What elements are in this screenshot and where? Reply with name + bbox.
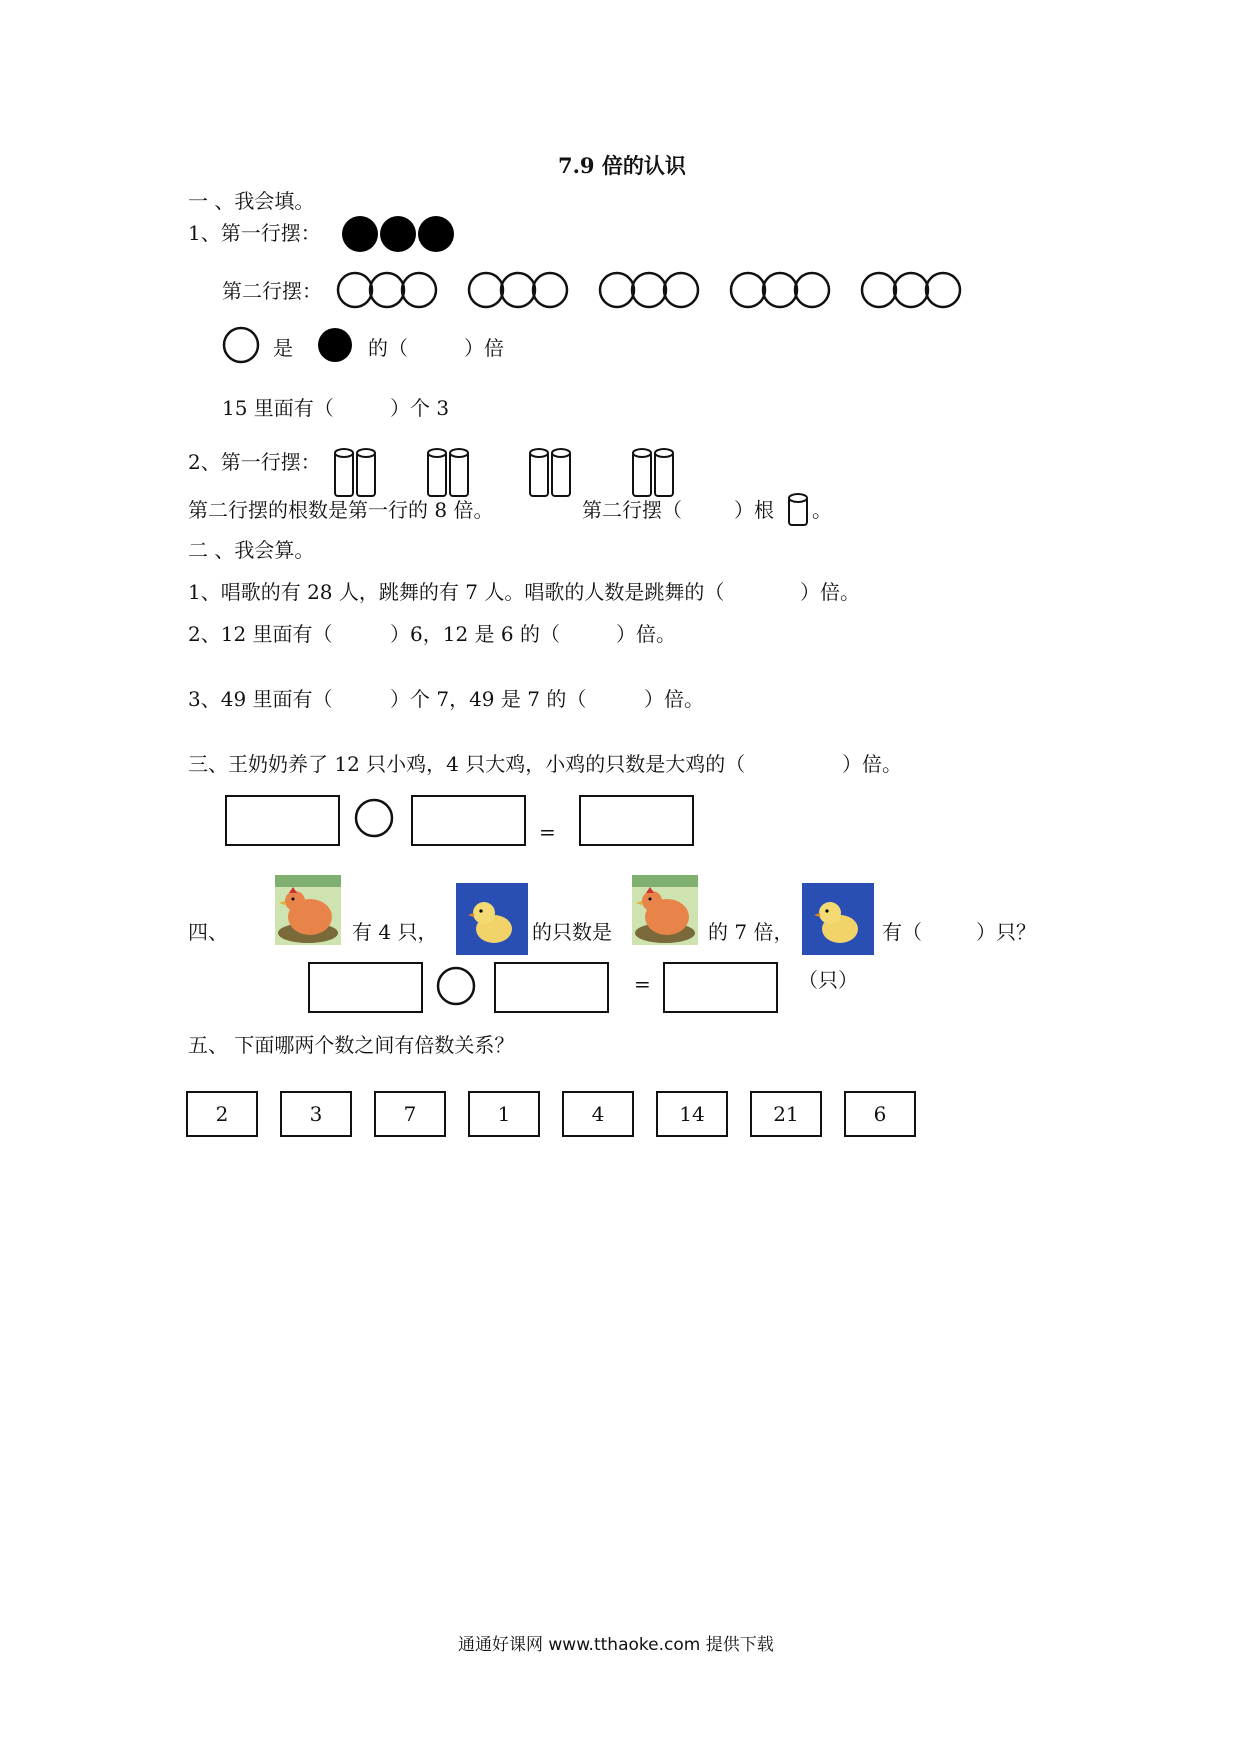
page-title: 7.9 倍的认识 <box>558 153 686 178</box>
number-box[interactable]: 14 <box>656 1091 728 1137</box>
has-four: 有 4 只， <box>352 920 438 944</box>
q1-row1-label: 1、第一行摆： <box>188 221 321 245</box>
of-blank: 的（ <box>368 336 408 360</box>
number-box[interactable]: 4 <box>562 1091 634 1137</box>
hen-image-1 <box>275 875 341 945</box>
hollow-circle-icon <box>222 326 262 366</box>
calc-item-2: 2、12 里面有（ <box>188 622 333 646</box>
hen-image-2 <box>632 875 698 945</box>
stick-icon <box>787 493 811 529</box>
seven-times: 的 7 倍， <box>708 920 794 944</box>
section5-heading: 五、 下面哪两个数之间有倍数关系？ <box>188 1033 515 1057</box>
q1-row2-label: 第二行摆： <box>222 279 322 303</box>
section3-text: 三、王奶奶养了 12 只小鸡，4 只大鸡，小鸡的只数是大鸡的（ <box>188 752 746 776</box>
section4-label: 四、 <box>188 920 228 944</box>
times-end: ）倍 <box>464 336 504 360</box>
calc-item-1-end: ）倍。 <box>800 580 860 604</box>
has-blank: 有（ <box>882 920 922 944</box>
q2-period: 。 <box>812 498 832 522</box>
section3-end: ）倍。 <box>842 752 902 776</box>
answer-box-4[interactable] <box>308 962 423 1013</box>
calc-item-3-end: ）倍。 <box>644 687 704 711</box>
hollow-circle-groups <box>335 269 975 311</box>
operator-circle[interactable] <box>354 798 396 840</box>
chick-image-2 <box>802 883 874 955</box>
equals-sign-2: = <box>634 972 651 996</box>
answer-box-3[interactable] <box>579 795 694 846</box>
q2-text3: ）根 <box>734 498 774 522</box>
number-box[interactable]: 7 <box>374 1091 446 1137</box>
chick-image-1 <box>456 883 528 955</box>
contains-end: ）个 3 <box>390 396 450 420</box>
section1-heading: 一 、我会填。 <box>188 189 315 213</box>
answer-box-6[interactable] <box>663 962 778 1013</box>
q2-row1-label: 2、第一行摆： <box>188 450 321 474</box>
is-label: 是 <box>273 336 293 360</box>
how-many: ）只？ <box>976 920 1036 944</box>
calc-item-3-mid: ）个 7，49 是 7 的（ <box>390 687 587 711</box>
operator-circle-2[interactable] <box>436 966 478 1008</box>
number-box[interactable]: 6 <box>844 1091 916 1137</box>
number-box[interactable]: 21 <box>750 1091 822 1137</box>
q2-text1: 第二行摆的根数是第一行的 8 倍。 <box>188 498 494 522</box>
filled-circle-icon <box>316 326 356 366</box>
stick-pairs <box>333 448 703 500</box>
contains-label: 15 里面有（ <box>222 396 334 420</box>
calc-item-2-mid: ）6，12 是 6 的（ <box>390 622 560 646</box>
filled-circles-row <box>340 214 470 254</box>
number-box[interactable]: 3 <box>280 1091 352 1137</box>
answer-box-5[interactable] <box>494 962 609 1013</box>
q2-text2: 第二行摆（ <box>582 498 682 522</box>
calc-item-3: 3、49 里面有（ <box>188 687 333 711</box>
footer-text: 通通好课网 www.tthaoke.com 提供下载 <box>458 1635 774 1655</box>
number-box[interactable]: 1 <box>468 1091 540 1137</box>
unit-label: （只） <box>798 968 858 992</box>
count-is: 的只数是 <box>532 920 612 944</box>
equals-sign: = <box>539 820 556 844</box>
answer-box-2[interactable] <box>411 795 526 846</box>
calc-item-2-end: ）倍。 <box>616 622 676 646</box>
calc-item-1: 1、唱歌的有 28 人，跳舞的有 7 人。唱歌的人数是跳舞的（ <box>188 580 725 604</box>
number-box[interactable]: 2 <box>186 1091 258 1137</box>
section2-heading: 二 、我会算。 <box>188 538 315 562</box>
answer-box-1[interactable] <box>225 795 340 846</box>
